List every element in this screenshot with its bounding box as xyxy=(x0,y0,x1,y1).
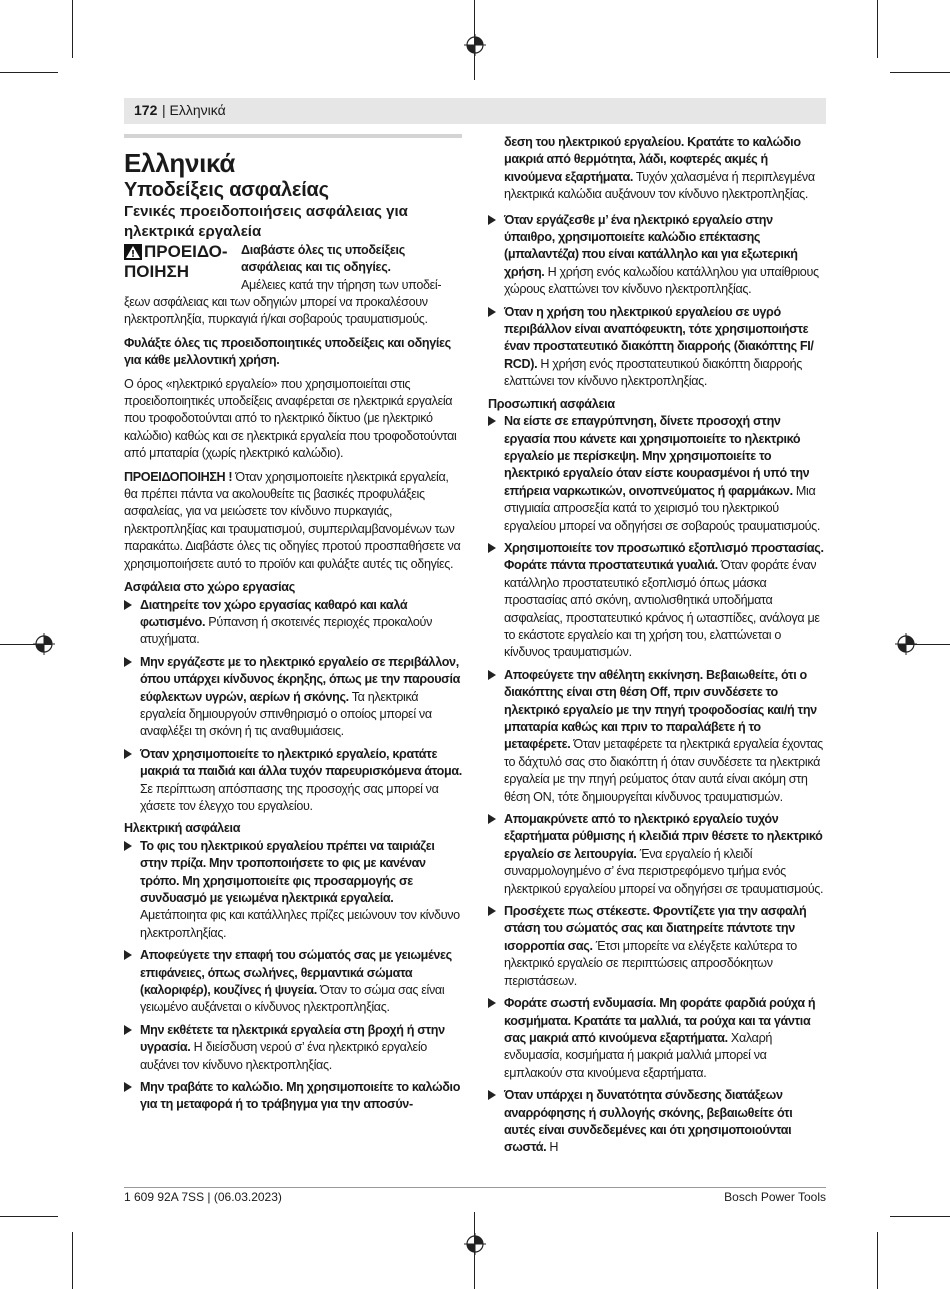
registration-mark-icon xyxy=(464,1233,486,1255)
bullet-arrow-icon xyxy=(488,906,496,916)
header-language: | Ελληνικά xyxy=(162,102,226,118)
list-item-continued: δεση του ηλεκτρικού εργαλείου. Κρατάτε το καλώδιο μακριά από θερμότητα, λάδι, κοφτερές ακμές ή κινούμενα εξαρτήματα. Τυχόν χαλασμένα ή περιπλεγμένα ηλεκτρικά καλώδια αυξάνουν τον κίνδυνο ηλεκτροπληξίας. xyxy=(504,135,815,202)
crop-mark xyxy=(890,72,950,73)
electrical-heading: Ηλεκτρική ασφάλεια xyxy=(124,821,241,836)
registration-mark-icon xyxy=(464,34,486,56)
bullet-arrow-icon xyxy=(124,657,132,667)
crop-mark xyxy=(877,0,878,58)
personal-safety-heading: Προσωπική ασφάλεια xyxy=(488,396,615,411)
list-item: Όταν η χρήση του ηλεκτρικού εργαλείου σε υγρό περιβάλλον είναι αναπόφευκτη, τότε χρησιμοποιήστε έναν προστατευτικό διακόπτη διαρροής (διακόπτης FI/ RCD). Η χρήση ενός προστατευτικού διακόπτη διαρροής ελαττώνει τον κίνδυνο ηλεκτροπληξίας. xyxy=(488,304,826,391)
list-item: Όταν χρησιμοποιείτε το ηλεκτρικό εργαλείο, κρατάτε μακριά τα παιδιά και άλλα τυχόν παρευρισκόμενα άτομα. Σε περίπτωση απόσπασης της προσοχής σας μπορεί να χάσετε τον έλεγχο του εργαλείου. xyxy=(124,746,462,816)
left-column xyxy=(124,134,462,1119)
bullet-arrow-icon xyxy=(124,950,132,960)
list-item: Προσέχετε πως στέκεστε. Φροντίζετε για την ασφαλή στάση του σώματός σας και διατηρείτε πάντοτε την ισορροπία σας. Έτσι μπορείτε να ελέγξετε καλύτερα το ηλεκτρικό εργαλείο σε περιπτώσεις απροσδόκητων περιστάσεων. xyxy=(488,903,826,990)
crop-mark xyxy=(890,1216,950,1217)
bullet-arrow-icon xyxy=(488,670,496,680)
page-header xyxy=(124,98,826,124)
bullet-arrow-icon xyxy=(124,749,132,759)
list-item: Μην τραβάτε το καλώδιο. Μη χρησιμοποιείτε το καλώδιο για τη μεταφορά ή το τράβηγμα για την αποσύν- xyxy=(124,1079,462,1114)
right-column xyxy=(488,134,826,1162)
warning-label: ΠΡΟΕΙΔΟ-ΠΟΙΗΣΗ xyxy=(124,242,228,281)
list-item: Όταν εργάζεσθε μ’ ένα ηλεκτρικό εργαλείο στην ύπαιθρο, χρησιμοποιείτε καλώδιο επέκτασης (μπαλαντέζα) που είναι κατάλληλο και για εξωτερική χρήση. Η χρήση ενός καλωδίου κατάλληλου για υπαίθριους χώρους ελαττώνει τον κίνδυνο ηλεκτροπληξίας. xyxy=(488,212,826,299)
warning-paragraph: ΠΡΟΕΙΔΟΠΟΙΗΣΗ ! Όταν χρησιμοποιείτε ηλεκτρικά εργαλεία, θα πρέπει πάντα να ακολουθείτε τις βασικές προφυλάξεις ασφαλείας, για να μειώσετε τον κίνδυνο πυρκαγιάς, ηλεκτροπληξίας και τραυματισμού, συμπεριλαμβανομένων των παρακάτω. Διαβάστε όλες τις οδηγίες προτού προσπαθήσετε να χρησιμοποιήσετε αυτό το προϊόν και φυλάξτε αυτές τις οδηγίες. xyxy=(124,469,461,571)
page-number: 172 xyxy=(134,102,158,118)
bullet-arrow-icon xyxy=(488,543,496,553)
list-item: Απομακρύνετε από το ηλεκτρικό εργαλείο τυχόν εξαρτήματα ρύθμισης ή κλειδιά πριν θέσετε το ηλεκτρικό εργαλείο σε λειτουργία. Ένα εργαλείο ή κλειδί συναρμολογημένο σ’ ένα περιστρεφόμενο τμήμα ενός ηλεκτρικού εργαλείου μπορεί να οδηγήσει σε τραυματισμούς. xyxy=(488,811,826,898)
warning-heading: Διαβάστε όλες τις υποδείξεις ασφάλειας και τις οδηγίες. xyxy=(241,243,405,275)
list-item: Αποφεύγετε την επαφή του σώματός σας με γειωμένες επιφάνειες, όπως σωλήνες, θερμαντικά σώματα (καλοριφέρ), κουζίνες ή ψυγεία. Όταν το σώμα σας είναι γειωμένο αυξάνεται ο κίνδυνος ηλεκτροπληξίας. xyxy=(124,947,462,1017)
list-item: Όταν υπάρχει η δυνατότητα σύνδεσης διατάξεων αναρρόφησης ή συλλογής σκόνης, βεβαιωθείτε ότι αυτές είναι συνδεδεμένες και ότι χρησιμοποιούνται σωστά. Η xyxy=(488,1087,826,1157)
registration-mark-icon xyxy=(895,633,917,655)
crop-mark xyxy=(877,1232,878,1289)
list-item: Το φις του ηλεκτρικού εργαλείου πρέπει να ταιριάζει στην πρίζα. Μην τροποποιήσετε το φις με κανέναν τρόπο. Μη χρησιμοποιείτε φις προσαρμογής σε συνδυασμό με γειωμένα ηλεκτρικά εργαλεία. Αμετάποιητα φις και κατάλληλες πρίζες μειώνουν τον κίνδυνο ηλεκτροπληξίας. xyxy=(124,838,462,942)
crop-mark xyxy=(72,1232,73,1289)
bullet-arrow-icon xyxy=(488,1090,496,1100)
subsection-heading: Γενικές προειδοποιήσεις ασφάλειας για ηλεκτρικά εργαλεία xyxy=(124,203,408,240)
title-rule xyxy=(124,134,462,138)
warning-text: ξεων ασφάλειας και των οδηγιών μπορεί να προκαλέσουν ηλεκτροπληξία, πυρκαγιά ή/και σοβαρούς τραυματισμούς. xyxy=(124,295,428,327)
list-item: Μην εργάζεστε με το ηλεκτρικό εργαλείο σε περιβάλλον, όπου υπάρχει κίνδυνος έκρηξης, όπως με την παρουσία εύφλεκτων υγρών, αερίων ή σκόνης. Τα ηλεκτρικά εργαλεία δημιουργούν σπινθηρισμό ο οποίος μπορεί να αναφλέξει τη σκόνη ή τις αναθυμιάσεις. xyxy=(124,654,462,741)
bullet-arrow-icon xyxy=(124,1082,132,1092)
section-heading: Υποδείξεις ασφαλείας xyxy=(124,179,329,201)
list-item: Να είστε σε επαγρύπνηση, δίνετε προσοχή στην εργασία που κάνετε και χρησιμοποιείτε το ηλεκτρικό εργαλείο με περίσκεψη. Μην χρησιμοποιείτε το ηλεκτρικό εργαλείο όταν είστε κουρασμένοι ή υπό την επήρεια ναρκωτικών, οινοπνεύματος ή φαρμάκων. Μια στιγμιαία απροσεξία κατά το χειρισμό του ηλεκτρικού εργαλείου μπορεί να οδηγήσει σε σοβαρούς τραυματισμούς. xyxy=(488,413,826,535)
bullet-arrow-icon xyxy=(488,998,496,1008)
list-item: Χρησιμοποιείτε τον προσωπικό εξοπλισμό προστασίας. Φοράτε πάντα προστατευτικά γυαλιά. Όταν φοράτε έναν κατάλληλο προστατευτικό εξοπλισμό όπως μάσκα προστασίας από σκόνη, αντιολισθητικά υποδήματα ασφαλείας, προστατευτικό κράνος ή ωτασπίδες, ανάλογα με το εκάστοτε εργαλείο και τη χρήση του, ελαττώνεται ο κίνδυνος τραυματισμών. xyxy=(488,540,826,662)
footer-brand: Bosch Power Tools xyxy=(724,1190,826,1204)
workplace-heading: Ασφάλεια στο χώρο εργασίας xyxy=(124,580,295,595)
registration-mark-icon xyxy=(33,633,55,655)
bullet-arrow-icon xyxy=(488,416,496,426)
term-paragraph: Ο όρος «ηλεκτρικό εργαλείο» που χρησιμοποιείται στις προειδοποιητικές υποδείξεις αναφέρεται σε ηλεκτρικά εργαλεία που τροφοδοτούνται από το ηλεκτρικό δίκτυο (με ηλεκτρικό καλώδιο) καθώς και σε ηλεκτρικά εργαλεία που τροφοδοτούνται από μπαταρία (χωρίς ηλεκτρικό καλώδιο). xyxy=(124,376,457,461)
bullet-arrow-icon xyxy=(488,307,496,317)
warning-text-start: Αμέλειες κατά την τήρηση των υποδεί- xyxy=(241,278,442,292)
warning-block xyxy=(124,242,462,294)
list-item: Αποφεύγετε την αθέλητη εκκίνηση. Βεβαιωθείτε, ότι ο διακόπτης είναι στη θέση Off, πριν συνδέσετε το ηλεκτρικό εργαλείο με την πηγή τροφοδοσίας και/ή την μπαταρία καθώς και πριν το παραλάβετε ή το μεταφέρετε. Όταν μεταφέρετε τα ηλεκτρικά εργαλεία έχοντας το δάχτυλό σας στο διακόπτη ή όταν συνδέσετε τα ηλεκτρικά εργαλεία με την πηγή ρεύματος όταν αυτά είναι ακόμη στη θέση ON, τότε δημιουργείται κίνδυνος τραυματισμών. xyxy=(488,667,826,806)
crop-mark xyxy=(0,1216,58,1217)
warning-label-box xyxy=(124,242,230,282)
bullet-arrow-icon xyxy=(488,814,496,824)
bullet-arrow-icon xyxy=(124,1025,132,1035)
bullet-arrow-icon xyxy=(124,841,132,851)
crop-mark xyxy=(72,0,73,58)
warning-triangle-icon xyxy=(124,244,142,260)
crop-mark xyxy=(0,72,58,73)
keep-instructions: Φυλάξτε όλες τις προειδοποιητικές υποδείξεις και οδηγίες για κάθε μελλοντική χρήση. xyxy=(124,335,451,368)
list-item: Μην εκθέτετε τα ηλεκτρικά εργαλεία στη βροχή ή στην υγρασία. Η διείσδυση νερού σ’ ένα ηλεκτρικό εργαλείο αυξάνει τον κίνδυνο ηλεκτροπληξίας. xyxy=(124,1022,462,1074)
footer-rule xyxy=(124,1187,826,1188)
list-item: Φοράτε σωστή ενδυμασία. Μη φοράτε φαρδιά ρούχα ή κοσμήματα. Κρατάτε τα μαλλιά, τα ρούχα και τα γάντια σας μακριά από κινούμενα εξαρτήματα. Χαλαρή ενδυμασία, κοσμήματα ή μακριά μαλλιά μπορεί να εμπλακούν στα κινούμενα εξαρτήματα. xyxy=(488,995,826,1082)
footer-doc-code: 1 609 92A 7SS | (06.03.2023) xyxy=(124,1190,282,1204)
bullet-arrow-icon xyxy=(488,215,496,225)
page-title: Ελληνικά xyxy=(124,148,236,178)
list-item: Διατηρείτε τον χώρο εργασίας καθαρό και καλά φωτισμένο. Ρύπανση ή σκοτεινές περιοχές προκαλούν ατυχήματα. xyxy=(124,597,462,649)
bullet-arrow-icon xyxy=(124,600,132,610)
